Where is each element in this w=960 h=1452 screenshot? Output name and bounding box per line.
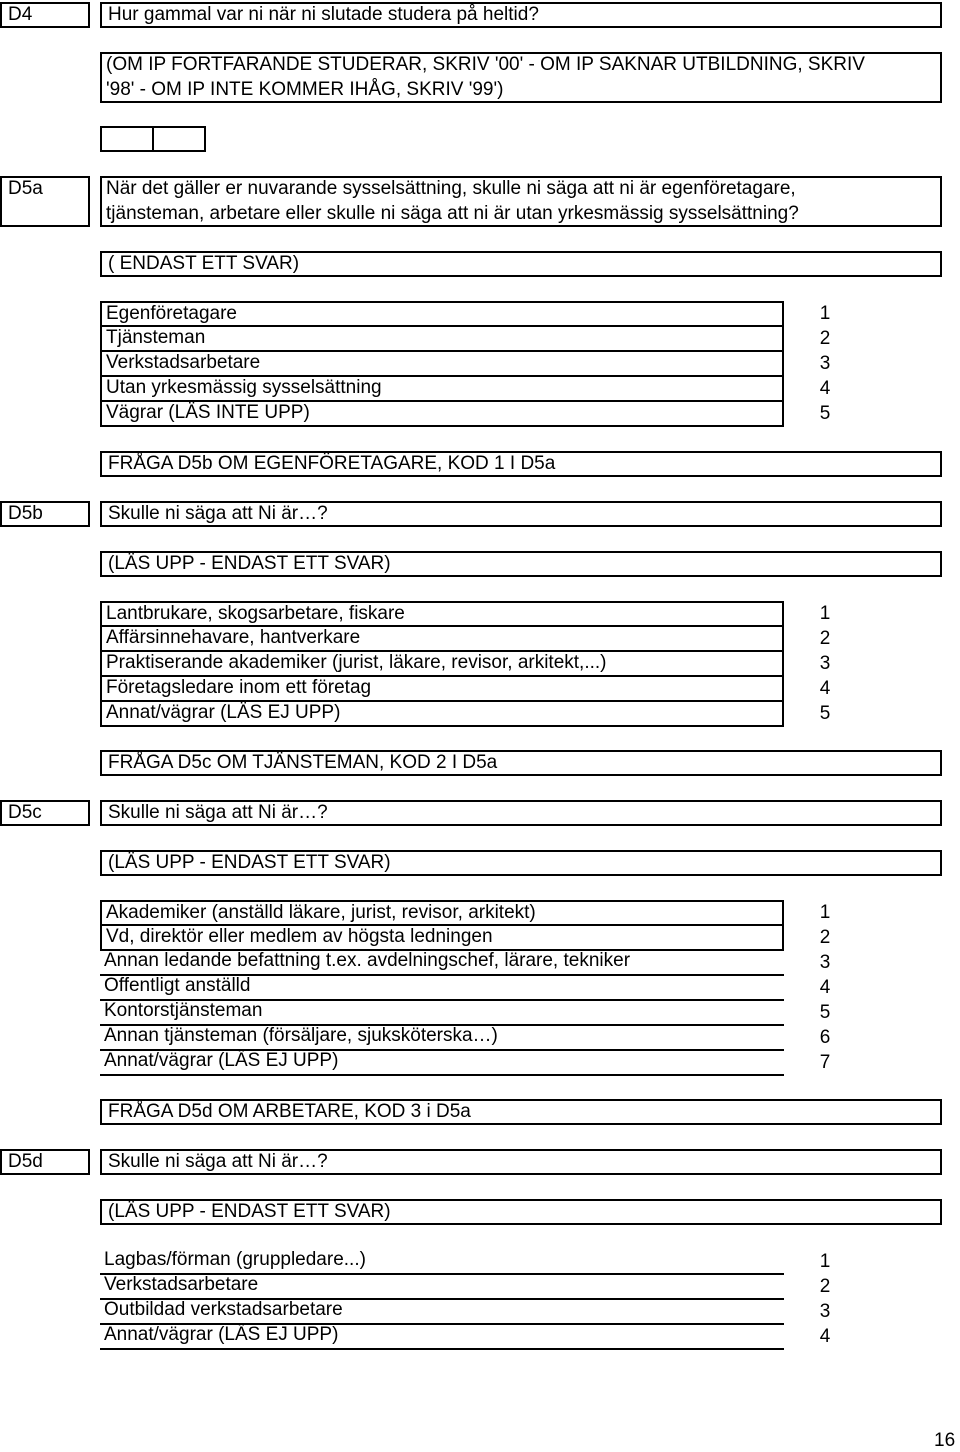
d4-question: Hur gammal var ni när ni slutade studera på heltid? <box>100 2 942 28</box>
d5c-code-3: 3 <box>819 952 831 973</box>
d5c-option-1[interactable]: Akademiker (anställd läkare, jurist, revisor, arkitekt) <box>100 900 784 926</box>
d5a-option-5[interactable]: Vägrar (LÄS INTE UPP) <box>100 402 784 427</box>
d5a-code-2: 2 <box>819 328 831 349</box>
d5b-code-4: 4 <box>819 678 831 699</box>
d5c-option-2[interactable]: Vd, direktör eller medlem av högsta ledningen <box>100 926 784 951</box>
d5c-option-5[interactable]: Kontorstjänsteman <box>100 1000 784 1026</box>
d4-answer-digit-1[interactable] <box>100 126 154 152</box>
d5a-option-3[interactable]: Verkstadsarbetare <box>100 352 784 377</box>
d5b-code-2: 2 <box>819 628 831 649</box>
d5a-code-4: 4 <box>819 378 831 399</box>
d4-instruction <box>100 52 942 103</box>
d5b-option-4[interactable]: Företagsledare inom ett företag <box>100 677 784 702</box>
d5b-id: D5b <box>0 501 90 527</box>
d5a-id-box <box>0 176 90 227</box>
d5c-id: D5c <box>0 800 90 826</box>
d5b-code-5: 5 <box>819 703 831 724</box>
d5a-option-2[interactable]: Tjänsteman <box>100 327 784 352</box>
d5d-code-4: 4 <box>819 1326 831 1347</box>
d5b-code-3: 3 <box>819 653 831 674</box>
d5c-option-7[interactable]: Annat/vägrar (LÄS EJ UPP) <box>100 1050 784 1076</box>
d4-instruction-line2: '98' - OM IP INTE KOMMER IHÅG, SKRIV '99') <box>106 79 504 100</box>
d5c-code-2: 2 <box>819 927 831 948</box>
page-number: 16 <box>934 1430 956 1451</box>
d5c-option-6[interactable]: Annan tjänsteman (försäljare, sjuksköterska…) <box>100 1025 784 1051</box>
d5d-option-4[interactable]: Annat/vägrar (LÄS EJ UPP) <box>100 1324 784 1350</box>
d5d-instruction: (LÄS UPP - ENDAST ETT SVAR) <box>100 1199 942 1225</box>
d5c-code-6: 6 <box>819 1027 831 1048</box>
d5a-option-1[interactable]: Egenföretagare <box>100 301 784 327</box>
d5c-question: Skulle ni säga att Ni är…? <box>100 800 942 826</box>
d5a-instruction: ( ENDAST ETT SVAR) <box>100 251 942 277</box>
d5c-code-5: 5 <box>819 1002 831 1023</box>
d5b-question: Skulle ni säga att Ni är…? <box>100 501 942 527</box>
d5c-code-4: 4 <box>819 977 831 998</box>
d5a-code-1: 1 <box>819 303 831 324</box>
d5b-option-3[interactable]: Praktiserande akademiker (jurist, läkare, revisor, arkitekt,...) <box>100 652 784 677</box>
d5a-code-5: 5 <box>819 403 831 424</box>
d5a-question-line2: tjänsteman, arbetare eller skulle ni säga att ni är utan yrkesmässig sysselsättning? <box>106 203 799 224</box>
d5b-code-1: 1 <box>819 603 831 624</box>
d5a-code-3: 3 <box>819 353 831 374</box>
d4-instruction-line1: (OM IP FORTFARANDE STUDERAR, SKRIV '00' - OM IP SAKNAR UTBILDNING, SKRIV <box>106 54 865 75</box>
d5a-question-line1: När det gäller er nuvarande sysselsättning, skulle ni säga att ni är egenföretagare, <box>106 178 796 199</box>
d5b-filter: FRÅGA D5b OM EGENFÖRETAGARE, KOD 1 I D5a <box>100 451 942 477</box>
d5d-code-1: 1 <box>819 1251 831 1272</box>
d5d-id: D5d <box>0 1149 90 1175</box>
d5d-code-3: 3 <box>819 1301 831 1322</box>
d5b-option-2[interactable]: Affärsinnehavare, hantverkare <box>100 627 784 652</box>
d5d-question: Skulle ni säga att Ni är…? <box>100 1149 942 1175</box>
d5b-option-1[interactable]: Lantbrukare, skogsarbetare, fiskare <box>100 601 784 627</box>
d5c-filter: FRÅGA D5c OM TJÄNSTEMAN, KOD 2 I D5a <box>100 750 942 776</box>
d5a-question <box>100 176 942 227</box>
d5b-option-5[interactable]: Annat/vägrar (LÄS EJ UPP) <box>100 702 784 727</box>
d5d-code-2: 2 <box>819 1276 831 1297</box>
d5d-filter: FRÅGA D5d OM ARBETARE, KOD 3 i D5a <box>100 1099 942 1125</box>
d5c-option-3[interactable]: Annan ledande befattning t.ex. avdelningschef, lärare, tekniker <box>100 950 784 976</box>
d5c-code-7: 7 <box>819 1052 831 1073</box>
d5d-option-2[interactable]: Verkstadsarbetare <box>100 1274 784 1300</box>
d5b-instruction: (LÄS UPP - ENDAST ETT SVAR) <box>100 551 942 577</box>
d5c-option-4[interactable]: Offentligt anställd <box>100 975 784 1001</box>
d4-answer-digit-2[interactable] <box>152 126 206 152</box>
d5c-instruction: (LÄS UPP - ENDAST ETT SVAR) <box>100 850 942 876</box>
d5a-id: D5a <box>8 178 43 199</box>
d5d-option-3[interactable]: Outbildad verkstadsarbetare <box>100 1299 784 1325</box>
d5a-option-4[interactable]: Utan yrkesmässig sysselsättning <box>100 377 784 402</box>
d5c-code-1: 1 <box>819 902 831 923</box>
d4-id: D4 <box>0 2 90 28</box>
d5d-option-1[interactable]: Lagbas/förman (gruppledare...) <box>100 1249 784 1275</box>
